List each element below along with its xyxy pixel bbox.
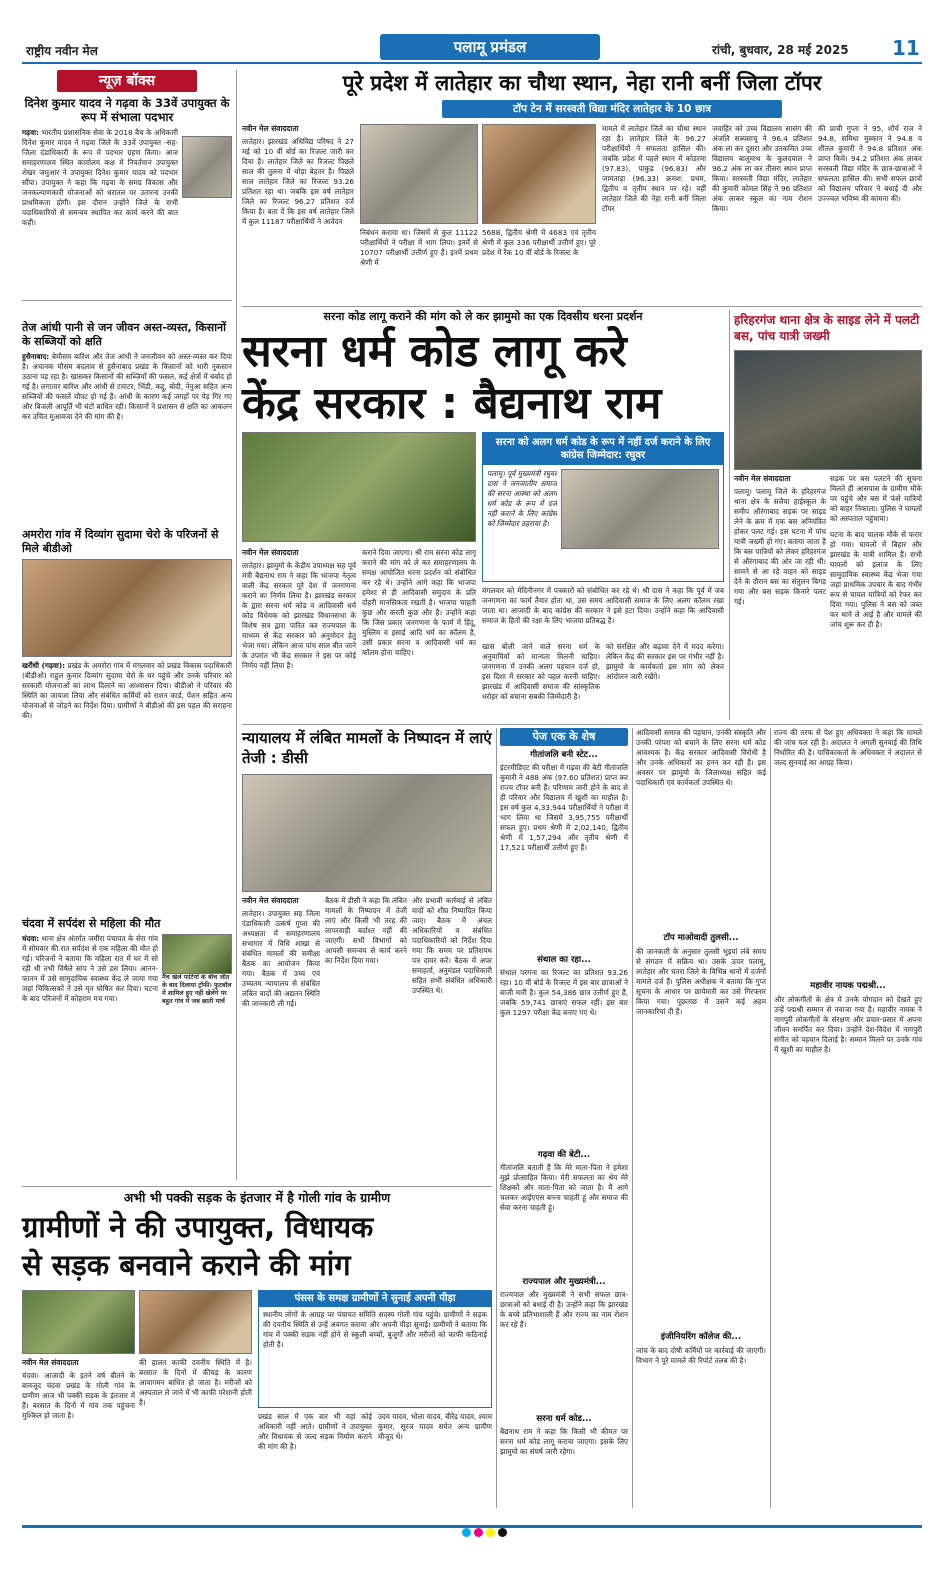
masthead-rule xyxy=(22,62,922,64)
photo-caption: मैंच खेलें पार्टियों के बीच जीत के बाद दिलाया ट्रॉफी। फुटबॉल में शामिल हुए नहीं खेलेंगे पर बहुत गांव में जब छाती मार्च xyxy=(162,974,232,1005)
review-meeting-photo xyxy=(242,774,492,892)
court-story xyxy=(242,728,492,1183)
bus-accident-story xyxy=(734,312,922,720)
goli-headline-2: से सड़क बनवाने कराने की मांग xyxy=(22,1248,351,1282)
continuation-body: राज्यपाल और मुख्यमंत्री ने सभी सफल छात्र-छात्राओं को बधाई दी है। उन्होंने कहा कि झारखंड के बच्चे प्रतिभाशाली हैं और राज्य का नाम रोशन कर रहे हैं। xyxy=(500,1290,628,1329)
continuations-column-5 xyxy=(636,728,766,1508)
news-box-title: न्यूज़ बॉक्स xyxy=(57,70,197,92)
page-number: 11 xyxy=(892,36,920,60)
pansas-inset xyxy=(258,1290,492,1408)
sarna-kicker: सरना कोड लागू कराने की मांग को ले कर झामुमो का एक दिवसीय धरना प्रदर्शन xyxy=(323,310,643,323)
news-story xyxy=(22,528,232,911)
footer-color-bar xyxy=(22,1516,922,1538)
masthead xyxy=(22,34,922,64)
story-body: को संरक्षित और बढ़ावा देने में मदद करेगा। लेकिन केंद्र की सरकार इस पर गंभीर नहीं है। झामुमो के कार्यकर्ता इस मांग को लेकर आंदोलन जारी रखेंगे। xyxy=(606,642,724,681)
story-body: मामले में लातेहार जिले का चौथा स्थान रहा है। लातेहार जिले के 96.27 परीक्षार्थियों ने सफलता हासिल की। जबकि प्रदेश में पहले स्थान में कोडरमा (97.83), पाकुड़ (96.83) और जामताड़ा (96.33) क्रमश: प्रथम, द्वितीय व तृतीय स्थान पर रहे। वहीं लातेहार जिले की नेहा रानी बनीं जिला टॉपर xyxy=(602,124,706,213)
football-photo xyxy=(162,934,232,974)
story-dateline: गढ़वा: xyxy=(22,128,39,137)
topper-felicitation-photo xyxy=(360,124,478,224)
byline: नवीन मेल संवाददाता xyxy=(242,124,299,133)
story-body: चंदवा। आजादी के इतने वर्ष बीतने के बावजूद चंदवा प्रखंड के गोली गांव के ग्रामीण आज भी पक्की सड़क के इंतजार में हैं। बरसात के दिनों में गांव तक पहुंचना मुश्किल हो जाता है। xyxy=(22,1371,135,1420)
story-body: बेमौसम बारिश और तेज आंधी ने जनजीवन को अस्त-व्यस्त कर दिया है। अचानक मौसम बदलाव से हुसैनाबाद प्रखंड के किसानों को भारी नुकसान उठाना पड़ रहा है। खासकर किसानों की सब्जियों की फसल, कई क्षेत्रों में बर्बाद हो गई है। लगातार बारिश और आंधी से टमाटर, भिंडी, कद्दू, बोदी, नेनुआ सहित अन्य सब्जियों की फसलें चौपट हो गई हैं। आंधी के कारण कई जगहों पर पेड़ गिर गए और बिजली आपूर्ति भी घंटों बाधित रही। किसानों ने प्रशासन से क्षति का आकलन कर उचित मुआवजा देने की मांग की है। xyxy=(22,352,232,421)
continuation-body: आदिवासी समाज की पहचान, उनकी संस्कृति और उनकी परंपरा को बचाने के लिए सरना धर्म कोड आवश्यक है। केंद्र सरकार आदिवासी विरोधी है और उनके अधिकारों का हनन कर रही है। इस अवसर पर झामुमो के जिलाध्यक्ष सहित कई पदाधिकारी एवं कार्यकर्ता उपस्थित थे। xyxy=(636,728,766,787)
inset-headline: सरना को अलग धर्म कोड के रूप में नहीं दर्ज कराने के लिए कांग्रेस जिम्मेदार: रघुवर xyxy=(483,433,723,465)
story-dateline: हुसैनाबाद: xyxy=(22,352,50,361)
village-road-photo-1 xyxy=(22,1290,135,1354)
story-body: सड़क पर बस पलटने की सूचना मिलते ही आसपास के ग्रामीण मौके पर पहुंचे और बस में फंसे यात्रियों को बाहर निकाला। पुलिस ने घायलों को अस्पताल पहुंचाया। xyxy=(830,474,922,523)
story-headline: अमरोरा गांव में दिव्यांग सुदामा चेरो के परिजनों से मिले बीडीओ xyxy=(22,528,219,555)
raghuvar-inset xyxy=(482,432,724,582)
continuation-title: गढ़वा की बेटी... xyxy=(537,1150,591,1160)
continuations-column-6 xyxy=(774,728,922,1508)
story-dateline: खरौंधी (गढ़वा): xyxy=(22,661,66,670)
section-banner xyxy=(380,34,600,60)
continuation-body: और लोकगीतों के क्षेत्र में उनके योगदान को देखते हुए उन्हें पद्मश्री सम्मान से नवाजा गया है। महावीर नायक ने नागपुरी लोकगीतों के संरक्षण और प्रचार-प्रसार में अपना जीवन समर्पित कर दिया। उन्होंने देश-विदेश में नागपुरी संगीत को पहचान दिलाई है। सम्मान मिलने पर उनके गांव में खुशी का माहौल है। xyxy=(774,995,922,1054)
dharna-protest-photo xyxy=(242,432,476,542)
news-box xyxy=(22,70,232,1180)
top-story-subbar: टॉप टेन में सरस्वती विद्या मंदिर लातेहार के 10 छात्र xyxy=(442,100,782,118)
story-body: थाना क्षेत्र अंतर्गत जमीरा पंचायत के सेरा गांव में सोमवार की रात सर्पदंश से एक महिला की मौत हो गई। परिजनों ने बताया कि महिला रात में घर में सो रही थी तभी विषैले सांप ने उसे डस लिया। आनन-फानन में उसे सामुदायिक स्वास्थ्य केंद्र ले जाया गया जहां चिकित्सकों ने उसे मृत घोषित कर दिया। घटना के बाद परिजनों में कोहराम मच गया। xyxy=(22,934,158,1003)
continuation-title: इंजीनियरिंग कॉलेज की... xyxy=(660,1332,742,1342)
byline: नवीन मेल संवाददाता xyxy=(242,896,299,905)
village-road-photo-2 xyxy=(139,1290,252,1354)
goli-village-story xyxy=(22,1190,492,1510)
dc-portrait-photo xyxy=(182,136,232,198)
inset-headline: पंसस के समक्ष ग्रामीणों ने सुनाई अपनी पीड़ा xyxy=(259,1291,491,1307)
news-story xyxy=(22,917,232,1052)
dateline: रांची, बुधवार, 28 मई 2025 xyxy=(712,43,849,57)
continuation-body: इंटरमीडिएट की परीक्षा में गढ़वा की बेटी गीतांजलि कुमारी ने 488 अंक (97.60 प्रतिशत) प्राप्त कर राज्य टॉपर बनी हैं। परिणाम जारी होने के बाद से ही परिवार और विद्यालय में खुशी का माहौल है। इस वर्ष कुल 4,33,944 परीक्षार्थियों ने परीक्षा में भाग लिया था जिसमें 3,95,755 परीक्षार्थी सफल हुए। प्रथम श्रेणी में 2,02,140, द्वितीय श्रेणी में 1,57,294 और तृतीय श्रेणी में 17,521 परीक्षार्थी उत्तीर्ण हुए हैं। xyxy=(500,763,628,852)
story-body: मंगलवार को मेदिनीनगर में पत्रकारों को संबोधित कर रहे थे। श्री दास ने कहा कि पूर्व में जब जनगणना का फार्म तैयार होता था, उस समय आदिवासी समाज के लिए अलग कॉलम रखा जाता था। आजादी के बाद कांग्रेस की सरकार ने इसे हटा दिया। उन्होंने कहा कि आदिवासी समाज के हितों की रक्षा के लिए भाजपा प्रतिबद्ध है। xyxy=(482,586,724,625)
story-body: बैठक में डीसी ने कहा कि लंबित मामलों के निष्पादन में तेजी लाएं और किसी भी तरह की लापरवाही बर्दाश्त नहीं की जाएगी। सभी विभागों को आपसी समन्वय से कार्य करने का निर्देश दिया गया। xyxy=(325,896,407,965)
top-story-headline: पूरे प्रदेश में लातेहार का चौथा स्थान, नेहा रानी बनीं जिला टॉपर xyxy=(342,71,822,95)
story-body: पलामू। पलामू जिले के हरिहरगंज थाना क्षेत्र के सलैया हाईस्कूल के समीप औरंगाबाद सड़क पर साइड लेने के क्रम में एक बस अनियंत्रित होकर पलट गई। इस घटना में पांच यात्री जख्मी हो गए। बताया जाता है कि बस यात्रियों को लेकर हरिहरगंज से औरंगाबाद की ओर जा रही थी। सामने से आ रहे वाहन को साइड देने के दौरान बस का संतुलन बिगड़ गया और बस सड़क किनारे पलट गई। xyxy=(734,487,826,606)
byline: नवीन मेल संवाददाता xyxy=(242,548,299,557)
byline: नवीन मेल संवाददाता xyxy=(734,474,791,483)
continuation-title: महावीर नायक पद्मश्री... xyxy=(810,981,886,991)
top-story xyxy=(242,70,922,305)
press-conference-photo xyxy=(561,469,719,549)
registration-marks xyxy=(462,1522,510,1541)
court-headline: न्यायालय में लंबित मामलों के निष्पादन में लाएं तेजी : डीसी xyxy=(242,729,492,767)
story-body: की हालत काफी दयनीय स्थिति में है। बरसात के दिनों में कीचड़ के कारण आवागमन बाधित हो जाता है। मरीजों को अस्पताल ले जाने में भी काफी परेशानी होती है। xyxy=(139,1358,252,1407)
continuation-title: संथाल का रहा... xyxy=(537,955,591,965)
overturned-bus-photo xyxy=(734,350,922,470)
sarna-headline-2: केंद्र सरकार : बैद्यनाथ राम xyxy=(242,378,662,429)
sarna-headline-1: सरना धर्म कोड लागू करे xyxy=(242,326,627,377)
story-body: लातेहार। झामुमो के केंद्रीय उपाध्यक्ष सह पूर्व मंत्री बैद्यनाथ राम ने कहा कि भाजपा नेतृत्व वाली केंद्र सरकार पूरे देश में जनगणना कराने का निर्णय लिया है। झारखंड सरकार के द्वारा सरना धर्म कोड व आदिवासी धर्म कोड विधेयक को झारखंड विधानसभा के विशेष सत्र द्वारा पारित कर राज्यपाल के माध्यम से केंद्र सरकार को अनुमोदन हेतु भेजा गया। लेकिन आज पांच साल बीत जाने के उपरांत भी केंद्र सरकार ने इस पर कोई निर्णय नहीं लिया है। xyxy=(242,561,356,670)
story-body: प्रखंड के अमरोरा गांव में मंगलवार को प्रखंड विकास पदाधिकारी (बीडीओ) राहुल कुमार दिव्यांग सुदामा चेरो के घर पहुंचे और उनके परिवार को सरकारी योजनाओं का लाभ दिलाने का आश्वासन दिया। बीडीओ ने परिवार की स्थिति का जायजा लिया और संबंधित कर्मियों को राशन कार्ड, पेंशन सहित अन्य योजनाओं से जोड़ने का निर्देश दिया। ग्रामीणों ने बीडीओ की इस पहल की सराहना की। xyxy=(22,661,232,720)
story-body: घटना के बाद चालक मौके से फरार हो गया। घायलों में बिहार और झारखंड के यात्री शामिल हैं। सभी घायलों को इलाज के लिए सामुदायिक स्वास्थ्य केंद्र भेजा गया जहां प्राथमिक उपचार के बाद गंभीर रूप से घायल यात्रियों को रेफर कर दिया गया। पुलिस ने बस को जब्त कर थाने ले आई है और मामले की जांच शुरू कर दी है। xyxy=(830,530,922,629)
story-body: की प्राची गुप्ता ने 95, शौर्य राज ने 94.8, समिधा मुस्कान ने 94.8 व शीतल कुमारी ने 94.8 प्रतिशत अंक प्राप्त किये। 94.2 प्रतिशत अंक लाकर सरस्वती विद्या मंदिर के छात्र-छात्राओं ने सफलता हासिल की। सभी सफल छात्रों को विद्यालय परिवार ने बधाई दी और उज्ज्वल भविष्य की कामना की। xyxy=(818,124,922,203)
story-headline: तेज आंधी पानी से जन जीवन अस्त-व्यस्त, किसानों के सब्जियों को क्षति xyxy=(22,321,227,348)
story-body: लातेहार। उपायुक्त सह जिला दंडाधिकारी उत्कर्ष गुप्ता की अध्यक्षता में समाहरणालय सभागार में विधि शाखा से संबंधित मामलों की समीक्षा बैठक का आयोजन किया गया। बैठक में उच्च एवं उच्चतम न्यायालय से संबंधित लंबित वादों की अद्यतन स्थिति की जानकारी ली गई। xyxy=(242,909,320,1008)
story-body: कराने दिया जाएगा। श्री राम सरना कोड लागू कराने की मांग को ले कर समाहरणालय के समक्ष आयोजित धरना प्रदर्शन को संबोधित कर रहे थे। उन्होंने आगे कहा कि भाजपा हमेशा से ही आदिवासी समुदाय के प्रति दोहरी मानसिकता रखती है। भाजपा चाहती कुछ और करती कुछ और है। उन्होंने कहा कि जिस प्रकार जनगणना के फार्म में हिंदू, मुस्लिम व इसाई आदि धर्म का कॉलम है, उसी प्रकार सरना व आदिवासी धर्म का कॉलम होना चाहिए। xyxy=(362,548,476,657)
bdo-visit-photo xyxy=(22,559,232,657)
goli-kicker: अभी भी पक्की सड़क के इंतजार में है गोली गांव के ग्रामीण xyxy=(123,1190,391,1205)
story-body: निबंधन कराया था। जिसमें से कुल 11122 परीक्षार्थियों ने परीक्षा में भाग लिया। इनमें से 10707 परीक्षार्थी उत्तीर्ण हुए हैं। इनमें प्रथम श्रेणी में xyxy=(360,228,478,267)
story-headline: चंदवा में सर्पदंश से महिला की मौत xyxy=(22,917,161,930)
goli-headline-1: ग्रामीणों ने की उपायुक्त, विधायक xyxy=(22,1210,374,1244)
story-body: लातेहार। झारखंड अधिविद्य परिषद ने 27 मई को 10 वीं बोर्ड का रिजल्ट जारी कर दिया है। लातेहार जिले का रिजल्ट पिछले साल की तुलना में थोड़ा बेहतर है। पिछले साल लातेहार जिले का रिजल्ट 93.26 प्रतिशत रहा था। जबकि इस वर्ष लातेहार जिले का रिजल्ट 96.27 प्रतिशत दर्ज किया है। बता दें कि इस वर्ष लातेहार जिले में कुल 11187 परीक्षार्थियों ने आवेदन xyxy=(242,137,354,226)
continuation-body: गीतांजलि बताती हैं कि मेरे माता-पिता ने हमेशा मुझे प्रोत्साहित किया। मेरी सफलता का श्रेय मेरे शिक्षकों और माता-पिता को जाता है। मैं आगे चलकर आईएएस बनना चाहती हूं और समाज की सेवा करना चाहती हूं। xyxy=(500,1163,628,1212)
story-body: प्रखंड साल में एक बार भी यहां कोई अधिकारी नहीं आते। ग्रामीणों ने उपायुक्त और विधायक से जल्द सड़क निर्माण कराने की मांग की है। xyxy=(258,1412,372,1451)
continuation-body: जांच के बाद दोषी कर्मियों पर कार्रवाई की जाएगी। विभाग ने पूरे मामले की रिपोर्ट तलब की है। xyxy=(636,1346,766,1365)
logo: राष्ट्रीय नवीन मेल xyxy=(26,44,98,58)
continuation-title: सरना धर्म कोड... xyxy=(536,1414,592,1424)
continuation-body: की जानकारी के अनुसार तुलसी भुइयां लंबे समय से संगठन में सक्रिय था। उसके ऊपर पलामू, लातेहार और चतरा जिले के विभिन्न थानों में दर्जनों मामले दर्ज हैं। पुलिस अधीक्षक ने बताया कि गुप्त सूचना के आधार पर छापेमारी कर उसे गिरफ्तार किया गया। पूछताछ में उसने कई अहम जानकारियां दी हैं। xyxy=(636,947,766,1016)
inset-text: स्थानीय लोगों के आग्रह पर पंचायत समिति सदस्य गोली गांव पहुंचे। ग्रामीणों ने सड़क की दयनीय स्थिति से उन्हें अवगत कराया और अपनी पीड़ा सुनाई। ग्रामीणों ने बताया कि गांव में पक्की सड़क नहीं होने से स्कूली बच्चों, बुजुर्गों और मरीजों को काफी कठिनाई होती है। xyxy=(263,1310,487,1349)
bus-headline: हरिहरगंज थाना क्षेत्र के साइड लेने में पलटी बस, पांच यात्री जख्मी xyxy=(734,313,920,343)
story-headline: दिनेश कुमार यादव ने गढ़वा के 33वें उपायुक्त के रूप में संभाला पदभार xyxy=(24,96,230,124)
continuation-title: राज्यपाल और मुख्यमंत्री... xyxy=(522,1277,606,1287)
story-body: 5688, द्वितीय श्रेणी में 4683 एवं तृतीय श्रेणी में कुल 336 परीक्षार्थी उत्तीर्ण हुए। पूरे प्रदेश में रैंक 10 वीं बोर्ड के रिजल्ट के xyxy=(482,228,596,257)
news-story xyxy=(22,321,232,522)
students-photo xyxy=(482,124,596,224)
continuation-body: संथाल परगना का रिजल्ट का प्रतिशत 93.26 रहा। 10 वीं बोर्ड के रिजल्ट में इस बार छात्राओं ने बाजी मारी है। कुल 54,386 छात्र उत्तीर्ण हुए हैं, जबकि 59,741 छात्राएं सफल रहीं। इस बार कुल 1297 परीक्षा केंद्र बनाए गए थे। xyxy=(500,968,628,1017)
continuation-title: टॉप माओवादी तुलसी... xyxy=(663,933,739,943)
story-body: खास बोली जाने वाले सरना धर्म के अनुयायियों को मान्यता मिलनी चाहिए। जनगणना में उनकी अलग पहचान दर्ज हो, इस दिशा में सरकार को पहल करनी चाहिए। झारखंड में आदिवासी समाज की सांस्कृतिक धरोहर को बचाना सबकी जिम्मेदारी है। xyxy=(482,642,600,701)
story-body: और प्रभावी कार्रवाई से लंबित वादों को शीघ्र निष्पादित किया जाए। बैठक में अंचल अधिकारियों व संबंधित पदाधिकारियों को निर्देश दिया गया कि समय पर प्रतिशपथ पत्र दायर करें। बैठक में अपर समाहर्ता, अनुमंडल पदाधिकारी सहित सभी संबंधित अधिकारी उपस्थित थे। xyxy=(412,896,492,995)
story-body: भारतीय प्रशासनिक सेवा के 2018 बैच के अधिकारी दिनेश कुमार यादव ने गढ़वा जिले के 33वें उपायुक्त -सह- जिला दंडाधिकारी के रूप में पदभार ग्रहण किया। आज समाहरणालय स्थित कार्यालय कक्ष में निवर्तमान उपायुक्त शेखर जमुआर ने उपायुक्त दिनेश कुमार यादव को पदभार सौंपा। उपायुक्त ने कहा कि गढ़वा के समग्र विकास और जनकल्याणकारी योजनाओं को धरातल पर उतारना उनकी प्राथमिकता होगी। इस दौरान उन्होंने जिले के सभी पदाधिकारियों से समन्वय स्थापित कर कार्य करने की बात कही। xyxy=(22,128,178,227)
shesh-title: पेज एक के शेष xyxy=(500,728,628,746)
page-one-continuations xyxy=(500,728,628,1508)
story-dateline: चंदवा: xyxy=(22,934,40,943)
news-story xyxy=(22,96,232,313)
inset-text: पलामू। पूर्व मुख्यमंत्री रघुवर दास ने जनजातीय समाज की सरना आस्था को अलग धर्म कोड के रूप में दर्ज नहीं कराने के लिए कांग्रेस को जिम्मेदार ठहराया है। xyxy=(487,469,557,528)
continuation-title: गीतांजलि बनी स्टेट... xyxy=(530,750,598,760)
story-body: जवाहिर को उच्च विद्यालय सासंग की अंजलि सब्यसाचू ने 96.4 प्रतिशत अंक ला कर दूसरा और उतकमित उच्च विद्यालय बालूमाथ के कुलदयाल ने 96.2 अंक ला कर तीसरा स्थान प्राप्त किया। सरस्वती विद्या मंदिर, लातेहार की कुमारी कोमल सिंह ने 96 प्रतिशत अंक लाकर स्कूल का नाम रोशन किया। xyxy=(712,124,812,213)
story-body: उदय यादव, भोला यादव, बीरेंद्र यादव, श्याम कुमार, सूरज यादव समेत अन्य ग्रामीण मौजूद थे। xyxy=(378,1412,492,1441)
sarna-story xyxy=(242,310,724,720)
continuation-body: राज्य की तरफ से पेश हुए अधिवक्ता ने कहा कि मामले की जांच चल रही है। अदालत ने अगली सुनवाई की तिथि निर्धारित की है। याचिकाकर्ता के अधिवक्ता ने अदालत से जल्द सुनवाई का आग्रह किया। xyxy=(774,728,922,767)
continuation-body: बैद्यनाथ राम ने कहा कि किसी भी कीमत पर सरना धर्म कोड लागू कराया जाएगा। इसके लिए झामुमो का संघर्ष जारी रहेगा। xyxy=(500,1427,628,1456)
section-title: पलामू प्रमंडल xyxy=(453,38,527,56)
byline: नवीन मेल संवाददाता xyxy=(22,1358,79,1367)
